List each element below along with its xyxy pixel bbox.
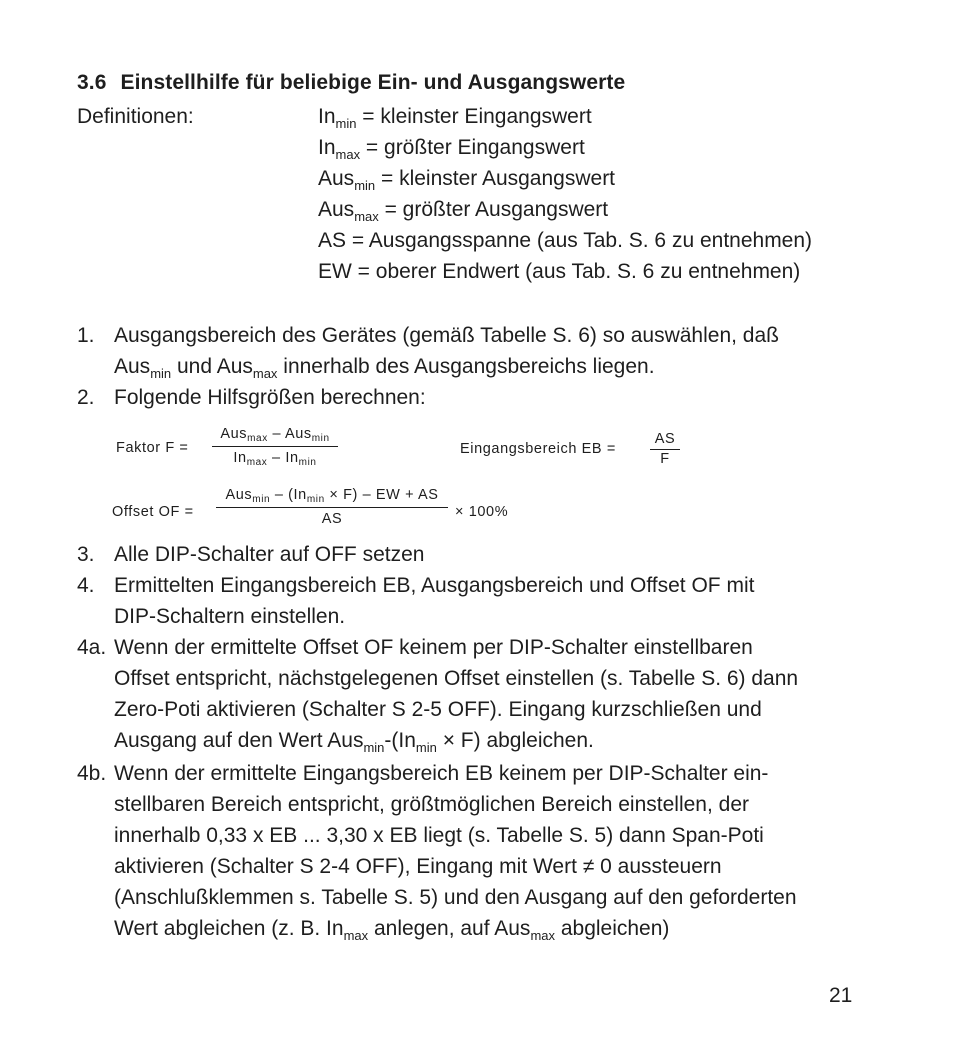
formula-offset-label: Offset OF =: [112, 504, 194, 520]
step-4b-line-2: stellbaren Bereich entspricht, größtmöglichen Bereich einstellen, der: [114, 793, 749, 816]
step-4b-line-6: Wert abgleichen (z. B. $In_{max}$ anlegen, auf Aus$_{max}$ abgleichen): [114, 917, 670, 943]
step-4a-line-2: Offset entspricht, nächstgelegenen Offset einstellen (s. Tabelle S. 6) dann: [114, 667, 799, 690]
list-marker: 4b.: [77, 762, 107, 785]
step-4b-line-5: (Anschlußklemmen s. Tabelle S. 5) und den Ausgang auf den geforderten: [114, 886, 797, 909]
formula-eb-numerator: AS: [654, 431, 676, 447]
formula-offset-factor: × 100%: [455, 504, 509, 520]
section-title: Einstellhilfe für beliebige Ein- und Ausgangswerte: [120, 71, 626, 94]
step-4b-line-4: aktivieren (Schalter S 2-4 OFF), Eingang mit Wert ≠ 0 aussteuern: [114, 855, 722, 878]
definition-as: AS = Ausgangsspanne (aus Tab. S. 6 zu entnehmen): [318, 229, 813, 252]
formula-eb-denominator: F: [660, 451, 670, 467]
step-4a-line-3: Zero-Poti aktivieren (Schalter S 2-5 OFF). Eingang kurzschließen und: [114, 698, 762, 721]
list-marker: 2.: [77, 386, 95, 409]
formula-offset-numerator: $Aus_{min} - (In_{min} \times F)$ – EW + AS: [225, 487, 439, 505]
definition-aus-max: Aus$_{max}$ = größter Ausgangswert: [318, 198, 609, 224]
list-marker: 3.: [77, 543, 95, 566]
formula-eb-fraction: [650, 431, 680, 467]
list-marker: 1.: [77, 324, 95, 347]
list-marker: 4.: [77, 574, 95, 597]
step-3-line-1: Alle DIP-Schalter auf OFF setzen: [114, 543, 425, 566]
step-4-line-1: Ermittelten Eingangsbereich EB, Ausgangsbereich und Offset OF mit: [114, 574, 755, 597]
formula-offset-fraction: [216, 487, 448, 527]
list-marker: 4a.: [77, 636, 107, 659]
step-2-line-1: Folgende Hilfsgrößen berechnen:: [114, 386, 426, 409]
step-4-line-2: DIP-Schaltern einstellen.: [114, 605, 346, 628]
definitions-list: [318, 101, 812, 287]
formula-offset-denominator: AS: [321, 511, 343, 527]
step-4b-line-3: innerhalb 0,33 x EB ... 3,30 x EB liegt (s. Tabelle S. 5) dann Span-Poti: [114, 824, 764, 847]
step-4a-line-4: Ausgang auf den Wert $Aus_{min}-(In_{min} \times F)$ abgleichen.: [114, 729, 594, 755]
definition-aus-min: Aus$_{min}$ = kleinster Ausgangswert: [318, 167, 616, 193]
definition-ew: EW = oberer Endwert (aus Tab. S. 6 zu entnehmen): [318, 260, 801, 283]
page-number: 21: [829, 984, 853, 1007]
step-1-line-1: Ausgangsbereich des Gerätes (gemäß Tabelle S. 6) so auswählen, daß: [114, 324, 779, 347]
formula-faktor-numerator: Aus$_{max}$ – Aus$_{min}$: [220, 426, 330, 444]
step-4a-line-1: Wenn der ermittelte Offset OF keinem per DIP-Schalter einstellbaren: [114, 636, 753, 659]
formula-faktor-label: Faktor F =: [116, 440, 189, 456]
section-heading: [77, 71, 625, 95]
formula-faktor-denominator: $In_{max} - In_{min}$: [233, 450, 317, 468]
step-4b-line-1: Wenn der ermittelte Eingangsbereich EB keinem per DIP-Schalter ein-: [114, 762, 769, 785]
formula-faktor-fraction: [212, 426, 338, 466]
definition-in-min: $In_{min}$ = kleinster Eingangswert: [318, 105, 592, 131]
step-1-line-2: Aus$_{min}$ und Aus$_{max}$ innerhalb des Ausgangsbereichs liegen.: [114, 355, 655, 381]
definitions-label: Definitionen:: [77, 105, 194, 128]
formula-eb-label: Eingangsbereich EB =: [460, 441, 616, 457]
section-number: 3.6: [77, 71, 107, 94]
definition-in-max: $In_{max}$ = größter Eingangswert: [318, 136, 585, 162]
